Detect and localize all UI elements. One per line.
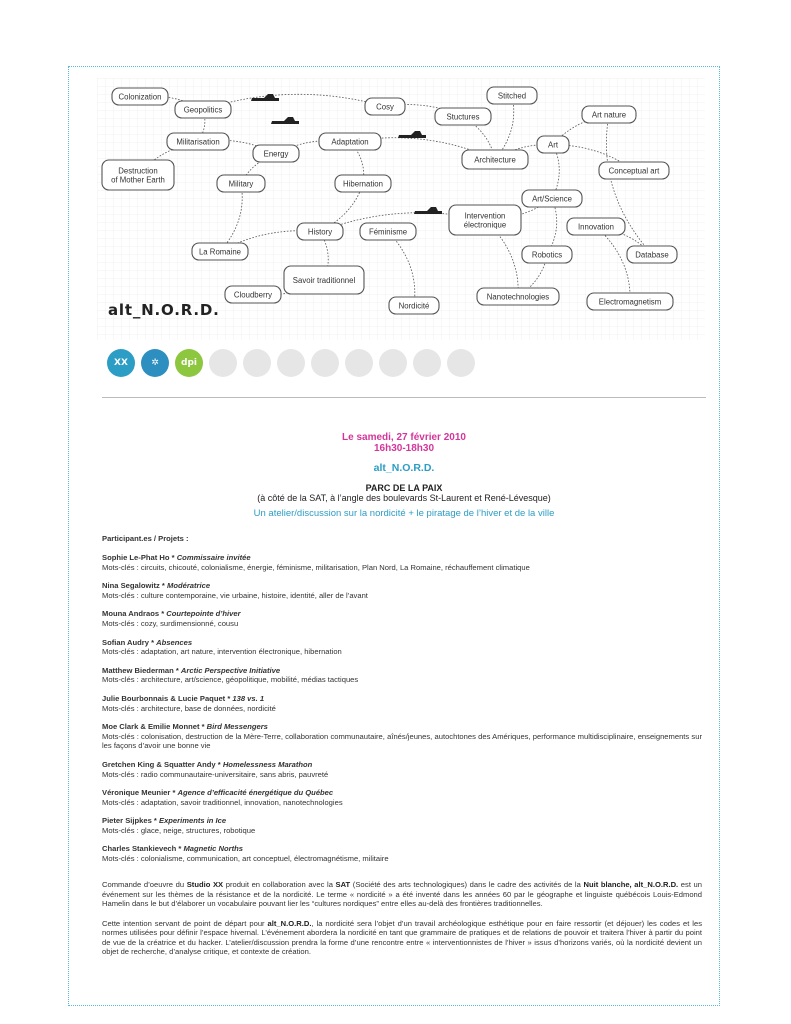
map-node-label: Electromagnetism [598,297,662,307]
participant-name: Julie Bourbonnais & Lucie Paquet [102,693,226,703]
participant-project: Magnetic Norths [183,844,243,854]
map-node-label: Energy [263,149,289,159]
dpi-logo: dpi [175,349,203,377]
map-node-label: Intervention [464,211,506,221]
text-run: , la nordicité sera l’objet d’un travail archéologique esthétique pour en faire ressortir (et déjouer) les codes et les normes utilisées pour définir l’espace hivernal. L’événement abordera la nordicité en tant que grammaire de pratiques et de relations de pouvoir et traitera l’hiver à partir du point de vue de la créatrice et du hacker. L’atelier/discussion prendra la forme d’une rencontre entre « interventionnistes de l’hiver » issus d’horizons variés, où la nordicité devient un objet de recherche, d’analyse critique, et contexte de création. [102,918,702,956]
separator-star: * [151,816,159,826]
map-node-label: Destruction [118,166,158,176]
map-node-label: of Mother Earth [111,175,165,185]
separator-star: * [215,759,223,769]
participant-keywords: Mots-clés : colonisation, destruction de la Mère-Terre, collaboration communautaire, aînés/jeunes, autochtones des Amériques, performance multidisciplinaire, enseignements sur les façons d’avoir une bonne vie [102,731,702,751]
separator-star: * [159,609,167,619]
description [102,880,702,967]
map-node-label: Nanotechnologies [486,292,550,302]
participant-project: Commissaire invitée [176,553,251,562]
event-date-line: Le samedi, 27 février 2010 [342,432,466,443]
separator-star: * [176,844,184,854]
participant-name: Sofian Audry [102,637,149,647]
map-node-label: Robotics [531,250,563,260]
participant-item [102,638,702,657]
participant-project: Agence d’efficacité énergétique du Québec [177,788,334,798]
participant-line [102,816,702,826]
participant-project: Arctic Perspective Initiative [180,665,281,675]
map-node-history [297,223,343,240]
partner-logo-8 [345,349,373,377]
text-run: produit en collaboration avec la [223,880,336,889]
separator-star: * [169,553,177,562]
map-node-energy [253,145,299,162]
venue-detail: (à côté de la SAT, à l’angle des boulevards St-Laurent et René-Lévesque) [257,493,551,503]
map-node-hibernation [335,175,391,192]
map-node-conceptual [599,162,669,179]
participant-line [102,553,702,563]
map-node-label: Art [548,140,558,150]
participant-project: Homelessness Marathon [222,759,313,769]
map-node-label: Geopolitics [183,105,223,115]
map-node-label: Military [228,179,254,189]
participant-keywords: Mots-clés : culture contemporaine, vie urbaine, histoire, identité, aller de l’avant [102,590,368,600]
participant-project: Modératrice [167,581,211,591]
text-run: (Société des arts technologiques) dans le cadre des activités de la [350,880,584,889]
map-node-label: Stuctures [446,112,480,122]
partner-logo-4 [209,349,237,377]
participant-line [102,609,702,619]
map-node-label: Militarisation [176,137,220,147]
map-node-adaptation [319,133,381,150]
participant-item [102,581,702,600]
participant-project: Experiments in Ice [159,816,227,826]
map-node-label: Conceptual art [608,166,660,176]
map-node-architecture [462,150,528,169]
map-node-art [537,136,569,153]
participants-items [102,553,702,864]
participant-item [102,760,702,779]
map-node-label: Cosy [376,102,394,112]
map-node-art-nature [582,106,636,123]
map-node-military [217,175,265,192]
map-node-destruction [102,160,174,190]
participant-keywords: Mots-clés : adaptation, savoir traditionnel, innovation, nanotechnologies [102,797,343,807]
participant-line [102,844,702,854]
participant-item [102,609,702,628]
participant-name: Véronique Meunier [102,788,171,798]
separator-star: * [173,665,181,675]
map-node-label: électronique [463,220,507,230]
participant-keywords: Mots-clés : architecture, base de données, nordicité [102,703,276,713]
participant-item [102,844,702,863]
map-node-label: Architecture [474,155,516,165]
participant-name: Mouna Andraos [102,609,160,619]
participant-line [102,694,702,704]
partner-logo-7 [311,349,339,377]
studio-xx-logo: XX [107,349,135,377]
partner-logo-11 [447,349,475,377]
event-title: alt_N.O.R.D. [373,462,435,474]
map-node-cosy [365,98,405,115]
participant-name: Nina Segalowitz [102,581,160,591]
map-node-label: Féminisme [368,227,408,237]
event-tagline: Un atelier/discussion sur la nordicité + le piratage de l’hiver et de la ville [253,508,555,519]
participant-keywords: Mots-clés : circuits, chicouté, colonialisme, énergie, féminisme, militarisation, Plan Nord, La Romaine, réchauffement climatique [102,562,530,572]
participant-project: 138 vs. 1 [232,693,265,703]
map-node-geopolitics [175,101,231,118]
map-node-label: Database [635,250,669,260]
map-node-nanotech [477,288,559,305]
separator-star: * [148,637,157,647]
map-node-label: Savoir traditionnel [292,276,356,285]
participant-name: Charles Stankievech [102,844,177,854]
participants-heading: Participant.es / Projets : [102,534,189,543]
participant-keywords: Mots-clés : adaptation, art nature, intervention électronique, hibernation [102,647,342,657]
text-run: Cette intention servant de point de départ pour [102,918,268,928]
map-node-label: Nordicité [398,301,430,311]
participant-name: Sophie Le-Phat Ho [102,553,170,562]
event-time: 16h30-18h30 [373,443,435,454]
divider [102,397,706,398]
participant-project: Bird Messengers [206,722,268,732]
map-node-robotics [522,246,572,263]
partner-logo-9 [379,349,407,377]
text-run-bold: alt_N.O.R.D. [267,918,312,928]
event-logo: alt_N.O.R.D. [108,301,220,319]
partner-logo-5 [243,349,271,377]
map-node-art-science [522,190,582,207]
event-venue [102,483,706,503]
participant-name: Moe Clark & Emilie Monnet [102,722,200,732]
map-node-stuctures [435,108,491,125]
description-paragraph-1 [102,880,702,909]
separator-star: * [170,788,178,798]
partner-logos [107,349,475,377]
participant-name: Matthew Biederman [102,665,174,675]
map-node-intervention [449,205,521,235]
participant-keywords: Mots-clés : cozy, surdimensionné, cousu [102,618,239,628]
participant-name: Gretchen King & Squatter Andy [102,759,216,769]
sat-logo: ✲ [141,349,169,377]
map-node-database [627,246,677,263]
text-run-bold: Nuit blanche, alt_N.O.R.D. [583,880,679,889]
map-node-label: Innovation [578,222,614,232]
map-node-label: Colonization [118,92,162,102]
participants-list [102,534,702,873]
participant-item [102,666,702,685]
description-paragraph-2 [102,919,702,957]
participant-project: Courtepointe d’hiver [166,609,241,619]
participant-keywords: Mots-clés : colonialisme, communication, art conceptuel, électromagnétisme, militaire [102,854,389,864]
map-node-feminisme [360,223,416,240]
participant-line [102,666,702,676]
participant-item [102,553,702,572]
map-node-colonization [112,88,168,105]
participant-keywords: Mots-clés : radio communautaire-universitaire, sans abris, pauvreté [102,769,329,779]
map-node-la-romaine [192,243,248,260]
map-node-label: Adaptation [331,137,369,147]
separator-star: * [199,722,207,732]
separator-star: * [159,581,167,591]
participant-keywords: Mots-clés : architecture, art/science, géopolitique, mobilité, médias tactiques [102,675,359,685]
participant-keywords: Mots-clés : glace, neige, structures, robotique [102,825,256,835]
participant-item [102,788,702,807]
map-node-label: Stitched [497,91,527,101]
participant-line [102,581,702,591]
text-run: Commande d’oeuvre du [102,880,187,889]
partner-logo-6 [277,349,305,377]
map-node-militarisation [167,133,229,150]
map-node-label: History [307,227,333,237]
separator-star: * [225,693,233,703]
participant-item [102,722,702,751]
map-node-nordicite [389,297,439,314]
event-date [102,432,706,454]
participant-line [102,760,702,770]
partner-logo-10 [413,349,441,377]
text-run: est un événement sur les thèmes de la résistance et de la nordicité. Le terme « nordicité » a été inventé dans les années 60 par le géographe et linguiste québécois Louis-Edmond Hamelin dans le but d’élaborer un vocabulaire pouvant lier les “cultures nordiques” entre elles au-delà des frontières traditionnelles. [102,880,703,908]
text-run-bold: SAT [335,880,351,889]
venue-name: PARC DE LA PAIX [365,483,443,493]
map-node-label: Cloudberry [233,290,273,300]
map-node-label: Art nature [591,110,627,120]
participant-line [102,788,702,798]
map-node-label: La Romaine [198,247,242,257]
participant-item [102,694,702,713]
participant-item [102,816,702,835]
map-node-innovation [567,218,625,235]
participant-project: Absences [156,637,193,647]
map-node-electromag [587,293,673,310]
participant-line [102,722,702,732]
map-node-label: Art/Science [532,194,572,204]
participant-name: Pieter Sijpkes [102,816,152,826]
map-node-cloudberry [225,286,281,303]
map-node-label: Hibernation [343,179,383,189]
map-node-stitched [487,87,537,104]
participant-line [102,638,702,648]
map-node-savoir [284,266,364,294]
text-run-bold: Studio XX [186,880,224,889]
